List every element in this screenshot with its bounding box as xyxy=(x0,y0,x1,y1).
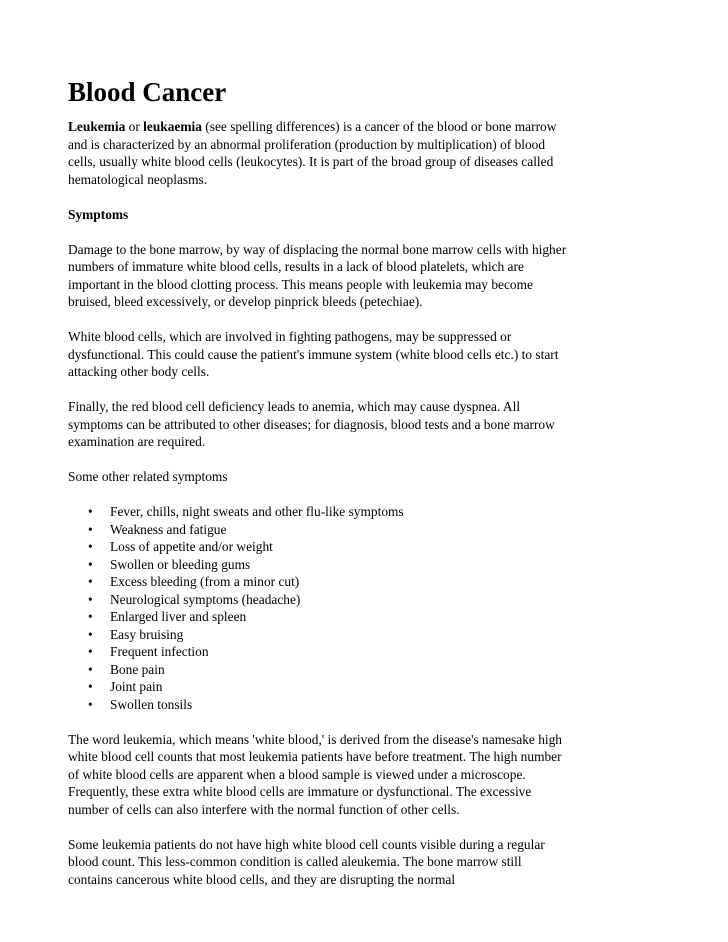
list-item xyxy=(68,696,568,714)
bullet-icon: • xyxy=(88,696,93,712)
list-item xyxy=(68,608,568,626)
list-item-text: Swollen tonsils xyxy=(110,696,193,712)
list-item xyxy=(68,538,568,556)
list-item-text: Neurological symptoms (headache) xyxy=(110,591,301,607)
bullet-icon: • xyxy=(88,679,93,694)
bullet-icon: • xyxy=(88,626,93,642)
list-item xyxy=(68,503,568,521)
list-item-text: Joint pain xyxy=(110,679,163,694)
list-item xyxy=(68,626,568,644)
bullet-icon: • xyxy=(88,591,93,607)
intro-rest: (see spelling differences) is a cancer of the blood or bone marrow and is characterized by an abnormal proliferation (production by multiplication) of blood cells, usually white blood cells (leukocytes). It is part of the broad group of diseases called hematological neoplasms. xyxy=(68,119,557,187)
list-item-text: Loss of appetite and/or weight xyxy=(110,539,273,554)
bullet-icon: • xyxy=(88,556,93,572)
list-item-text: Fever, chills, night sweats and other flu-like symptoms xyxy=(110,504,404,519)
list-item xyxy=(68,591,568,609)
term-leukemia: Leukemia xyxy=(68,119,126,134)
bullet-icon: • xyxy=(88,661,93,677)
paragraph-white-cells: White blood cells, which are involved in fighting pathogens, may be suppressed or dysfunctional. This could cause the patient's immune system (white blood cells etc.) to start attacking other body cells. xyxy=(68,329,559,379)
paragraph-red-cells: Finally, the red blood cell deficiency leads to anemia, which may cause dyspnea. All symptoms can be attributed to other diseases; for diagnosis, blood tests and a bone marrow examination are required. xyxy=(68,399,555,449)
symptoms-list xyxy=(68,503,568,713)
list-item xyxy=(68,643,568,661)
list-item-text: Enlarged liver and spleen xyxy=(110,609,247,624)
paragraph-aleukemia: Some leukemia patients do not have high white blood cell counts visible during a regular blood count. This less-common condition is called aleukemia. The bone marrow still contains cancerous white blood cells, and they are disrupting the normal xyxy=(68,836,545,887)
list-item xyxy=(68,661,568,679)
intro-or: or xyxy=(125,119,144,134)
page-title: Blood Cancer xyxy=(68,77,227,107)
bullet-icon: • xyxy=(88,539,93,554)
bullet-icon: • xyxy=(88,609,93,624)
paragraph-bone-marrow: Damage to the bone marrow, by way of displacing the normal bone marrow cells with higher numbers of immature white blood cells, results in a lack of blood platelets, which are important in the blood clotting process. This means people with leukemia may become bruised, bleed excessively, or develop pinprick bleeds (petechiae). xyxy=(68,241,567,309)
list-item-text: Frequent infection xyxy=(110,644,209,659)
list-item xyxy=(68,573,568,591)
symptoms-heading: Symptoms xyxy=(68,206,129,222)
list-item-text: Excess bleeding (from a minor cut) xyxy=(110,574,300,589)
list-item xyxy=(68,678,568,696)
list-item-text: Bone pain xyxy=(110,661,165,677)
list-item-text: Weakness and fatigue xyxy=(110,521,227,537)
bullet-icon: • xyxy=(88,574,93,589)
document-page xyxy=(68,76,568,906)
paragraph-word-origin: The word leukemia, which means 'white blood,' is derived from the disease's namesake high white blood cell counts that most leukemia patients have before treatment. The high number of white blood cells are apparent when a blood sample is viewed under a microscope. Frequently, these extra white blood cells are immature or dysfunctional. The excessive number of cells can also interfere with the normal function of other cells. xyxy=(68,731,563,817)
list-item xyxy=(68,521,568,539)
list-item-text: Easy bruising xyxy=(110,626,184,642)
term-leukaemia: leukaemia xyxy=(143,119,202,134)
list-item xyxy=(68,556,568,574)
bullet-icon: • xyxy=(88,644,93,659)
bullet-icon: • xyxy=(88,504,93,519)
list-item-text: Swollen or bleeding gums xyxy=(110,556,251,572)
intro-paragraph xyxy=(68,118,568,188)
paragraph-related-symptoms: Some other related symptoms xyxy=(68,469,228,484)
bullet-icon: • xyxy=(88,521,93,537)
